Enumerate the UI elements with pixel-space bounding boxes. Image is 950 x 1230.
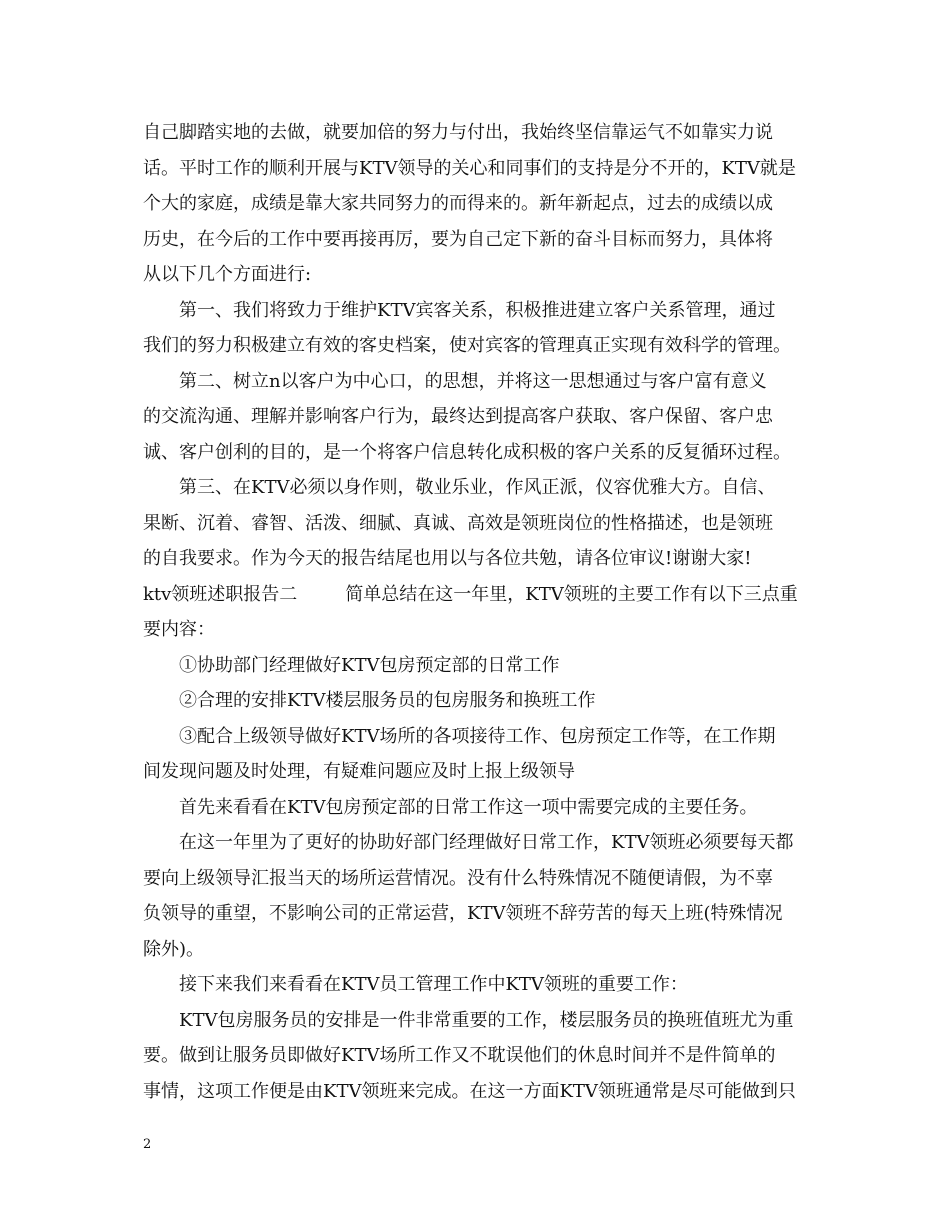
- text-line: 第二、树立n以客户为中心口，的思想，并将这一思想通过与客户富有意义: [179, 370, 767, 392]
- text-line: 第一、我们将致力于维护KTV宾客关系，积极推进建立客户关系管理，通过: [179, 299, 776, 321]
- page-number: 2: [143, 1137, 152, 1152]
- text-line: 自己脚踏实地的去做，就要加倍的努力与付出，我始终坚信靠运气不如靠实力说: [143, 122, 773, 143]
- text-line: 负领导的重望，不影响公司的正常运营，KTV领班不辞劳苦的每天上班(特殊情况: [143, 903, 783, 924]
- text-line: 接下来我们来看看在KTV员工管理工作中KTV领班的重要工作：: [179, 974, 688, 995]
- text-line: 要内容：: [143, 619, 215, 640]
- section-title: ktv领班述职报告二: [143, 583, 298, 605]
- list-item: ③配合上级领导做好KTV场所的各项接待工作、包房预定工作等，在工作期: [179, 725, 776, 747]
- text-line: 首先来看看在KTV包房预定部的日常工作这一项中需要完成的主要任务。: [179, 796, 758, 818]
- text-line: 事情，这项工作便是由KTV领班来完成。在这一方面KTV领班通常是尽可能做到只: [143, 1080, 796, 1102]
- text-line: 个大的家庭，成绩是靠大家共同努力的而得来的。新年新起点，过去的成绩以成: [143, 193, 773, 214]
- text-line: 在这一年里为了更好的协助好部门经理做好日常工作，KTV领班必须要每天都: [179, 832, 794, 853]
- text-line: 话。平时工作的顺利开展与KTV领导的关心和同事们的支持是分不开的，KTV就是: [143, 157, 796, 179]
- text-line: 第三、在KTV必须以身作则，敬业乐业，作风正派，仪容优雅大方。自信、: [179, 477, 776, 498]
- text-line: 历史，在今后的工作中要再接再厉，要为自己定下新的奋斗目标而努力，具体将: [143, 228, 773, 250]
- list-item: ②合理的安排KTV楼层服务员的包房服务和换班工作: [179, 690, 596, 711]
- text-line: 要向上级领导汇报当天的场所运营情况。没有什么特殊情况不随便请假，为不辜: [143, 867, 773, 889]
- text-line: 诚、客户创利的目的，是一个将客户信息转化成积极的客户关系的反复循环过程。: [143, 441, 791, 463]
- text-line: 从以下几个方面进行:: [143, 264, 312, 285]
- text-line: 除外)。: [143, 938, 205, 960]
- text-line: 间发现问题及时处理，有疑难问题应及时上报上级领导: [143, 761, 575, 782]
- list-item: ①协助部门经理做好KTV包房预定部的日常工作: [179, 654, 560, 676]
- text-line: 我们的努力积极建立有效的客史档案，使对宾客的管理真正实现有效科学的管理。: [143, 335, 791, 356]
- text-line: 要。做到让服务员即做好KTV场所工作又不耽误他们的休息时间并不是件简单的: [143, 1045, 776, 1066]
- section-title-line: [143, 577, 813, 613]
- text-line: 的自我要求。作为今天的报告结尾也用以与各位共勉，请各位审议!谢谢大家!: [143, 548, 752, 569]
- text-line: KTV包房服务员的安排是一件非常重要的工作，楼层服务员的换班值班尤为重: [179, 1009, 794, 1031]
- section-first-text: 简单总结在这一年里，KTV领班的主要工作有以下三点重: [345, 583, 798, 605]
- document-body: [143, 115, 813, 1109]
- text-line: 果断、沉着、睿智、活泼、细腻、真诚、高效是领班岗位的性格描述，也是领班: [143, 512, 773, 534]
- text-line: 的交流沟通、理解并影响客户行为，最终达到提高客户获取、客户保留、客户忠: [143, 406, 773, 427]
